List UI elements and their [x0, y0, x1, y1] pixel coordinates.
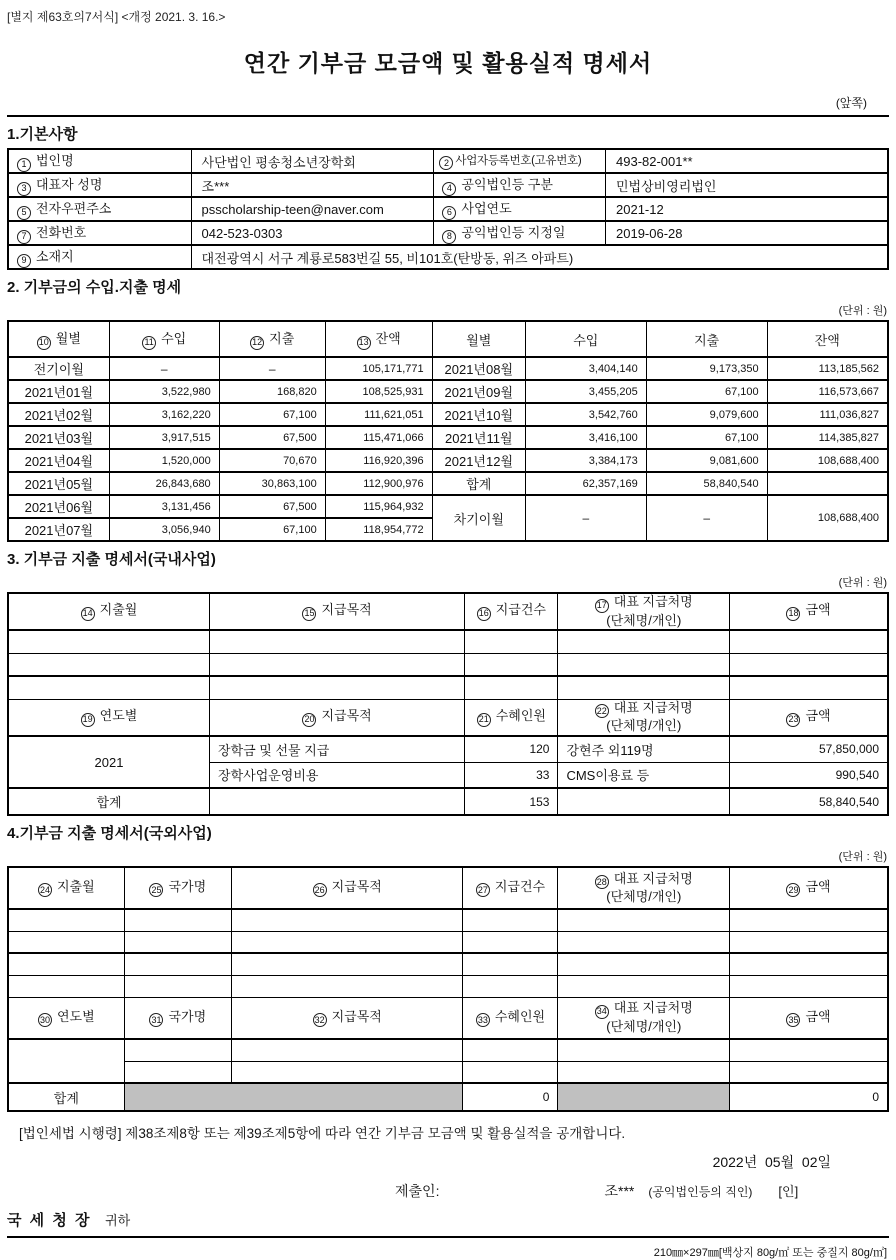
purpose-cell: 장학금 및 선물 지급 — [210, 736, 465, 762]
total-label-cell: 합계 — [432, 472, 525, 495]
field-value: 조*** — [191, 173, 434, 197]
empty-cell — [463, 909, 558, 931]
empty-cell — [232, 909, 463, 931]
month-cell: 2021년03월 — [8, 426, 109, 449]
col-header: 18 금액 — [730, 593, 888, 630]
field-value: 042-523-0303 — [191, 221, 434, 245]
col-header: 32 지급목적 — [232, 997, 463, 1039]
empty-cell — [465, 630, 558, 653]
month-cell: 2021년06월 — [8, 495, 109, 518]
amount-cell: – — [525, 495, 646, 541]
empty-cell — [558, 788, 730, 815]
table-row — [8, 197, 888, 221]
col-header: 12 지출 — [219, 321, 325, 357]
empty-cell — [210, 630, 465, 653]
amount-cell: 3,162,220 — [109, 403, 219, 426]
field-value: 2019-06-28 — [606, 221, 889, 245]
month-cell: 2021년09월 — [432, 380, 525, 403]
overseas-expense-table — [7, 866, 889, 1112]
header-row — [8, 997, 888, 1039]
empty-cell — [463, 931, 558, 953]
empty-cell — [730, 653, 888, 676]
col-header: 35 금액 — [730, 997, 888, 1039]
amount-cell: 9,081,600 — [646, 449, 767, 472]
year-cell: 2021 — [8, 736, 210, 788]
circled-number: 20 — [302, 713, 316, 727]
page-side-label: (앞쪽) — [835, 96, 867, 110]
table-row — [8, 149, 888, 173]
amount-cell: 3,384,173 — [525, 449, 646, 472]
col-header: 10 월별 — [8, 321, 109, 357]
submitter-name: 조*** — [604, 1183, 635, 1199]
field-label: 3 대표자 성명 — [8, 173, 191, 197]
empty-cell — [232, 953, 463, 975]
month-cell: 2021년05월 — [8, 472, 109, 495]
circled-number: 5 — [17, 206, 31, 220]
payee-cell: 강현주 외119명 — [558, 736, 730, 762]
empty-cell — [232, 1039, 463, 1061]
empty-cell — [124, 931, 231, 953]
empty-cell — [558, 909, 730, 931]
field-label: 9 소재지 — [8, 245, 191, 269]
col-header: 19 연도별 — [8, 699, 210, 736]
col-header: 30 연도별 — [8, 997, 124, 1039]
amount-cell: 26,843,680 — [109, 472, 219, 495]
recipient-name: 국 세 청 장 — [7, 1212, 92, 1229]
empty-cell — [8, 953, 124, 975]
col-header: 33 수혜인원 — [463, 997, 558, 1039]
bottom-divider — [7, 1236, 889, 1238]
count-cell: 153 — [465, 788, 558, 815]
circled-number: 1 — [17, 158, 31, 172]
circled-number: 35 — [786, 1013, 800, 1027]
col-header: 13 잔액 — [325, 321, 432, 357]
empty-cell — [8, 1039, 124, 1083]
amount-cell: 111,621,051 — [325, 403, 432, 426]
month-cell: 2021년12월 — [432, 449, 525, 472]
payee-cell: CMS이용료 등 — [558, 762, 730, 788]
section-3-heading: 3. 기부금 지출 명세서(국내사업) — [7, 551, 216, 568]
amount-cell: 113,185,562 — [767, 357, 888, 380]
empty-cell — [558, 653, 730, 676]
amount-cell: 3,542,760 — [525, 403, 646, 426]
header-row — [8, 699, 888, 736]
amount-cell: – — [109, 357, 219, 380]
circled-number: 2 — [439, 156, 453, 170]
empty-cell — [8, 630, 210, 653]
table-row — [8, 630, 888, 653]
empty-cell — [8, 676, 210, 699]
circled-number: 22 — [595, 704, 609, 718]
field-value: 민법상비영리법인 — [606, 173, 889, 197]
total-row — [8, 1083, 888, 1111]
circled-number: 25 — [149, 883, 163, 897]
amount-cell: 0 — [730, 1083, 888, 1111]
col-header: 14 지출월 — [8, 593, 210, 630]
empty-cell — [463, 953, 558, 975]
circled-number: 34 — [595, 1005, 609, 1019]
amount-cell: 108,525,931 — [325, 380, 432, 403]
top-divider — [7, 115, 889, 117]
circled-number: 30 — [38, 1013, 52, 1027]
monthly-io-table — [7, 320, 889, 542]
total-row — [8, 788, 888, 815]
amount-cell: 108,688,400 — [767, 495, 888, 541]
circled-number: 21 — [477, 713, 491, 727]
addressee-line — [7, 1209, 889, 1230]
circled-number: 16 — [477, 607, 491, 621]
unit-note: (단위 : 원) — [838, 305, 887, 317]
purpose-cell: 장학사업운영비용 — [210, 762, 465, 788]
circled-number: 18 — [786, 607, 800, 621]
empty-cell — [730, 909, 888, 931]
empty-cell — [232, 931, 463, 953]
table-row — [8, 403, 888, 426]
empty-cell — [558, 1039, 730, 1061]
total-label-cell: 합계 — [8, 1083, 124, 1111]
field-label: 8 공익법인등 지정일 — [434, 221, 606, 245]
table-row — [8, 909, 888, 931]
field-label: 7 전화번호 — [8, 221, 191, 245]
month-cell: 2021년07월 — [8, 518, 109, 541]
circled-number: 15 — [302, 607, 316, 621]
circled-number: 13 — [357, 336, 371, 350]
recipient-suffix: 귀하 — [105, 1213, 131, 1228]
amount-cell: 116,573,667 — [767, 380, 888, 403]
col-header: 24 지출월 — [8, 867, 124, 909]
col-header: 31 국가명 — [124, 997, 231, 1039]
field-value: 대전광역시 서구 계룡로583번길 55, 비101호(탄방동, 위즈 아파트) — [191, 245, 888, 269]
empty-cell — [558, 953, 730, 975]
col-header: 15 지급목적 — [210, 593, 465, 630]
amount-cell: 118,954,772 — [325, 518, 432, 541]
amount-cell: 3,404,140 — [525, 357, 646, 380]
circled-number: 12 — [250, 336, 264, 350]
empty-cell — [730, 975, 888, 997]
circled-number: 26 — [313, 883, 327, 897]
circled-number: 9 — [17, 254, 31, 268]
empty-cell — [558, 975, 730, 997]
unit-note: (단위 : 원) — [838, 577, 887, 589]
amount-cell: 57,850,000 — [730, 736, 888, 762]
month-cell: 2021년11월 — [432, 426, 525, 449]
col-header: 11 수입 — [109, 321, 219, 357]
amount-cell: 114,385,827 — [767, 426, 888, 449]
circled-number: 29 — [786, 883, 800, 897]
table-row — [8, 736, 888, 762]
empty-cell — [8, 653, 210, 676]
empty-cell — [558, 676, 730, 699]
col-header: 28 대표 지급처명 (단체명/개인) — [558, 867, 730, 909]
empty-cell — [465, 676, 558, 699]
circled-number: 31 — [149, 1013, 163, 1027]
col-header: 34 대표 지급처명 (단체명/개인) — [558, 997, 730, 1039]
empty-cell — [8, 975, 124, 997]
amount-cell: 115,471,066 — [325, 426, 432, 449]
table-row — [8, 221, 888, 245]
table-row — [8, 245, 888, 269]
empty-cell — [124, 1061, 231, 1083]
month-cell: 2021년02월 — [8, 403, 109, 426]
col-header: 수입 — [525, 321, 646, 357]
section-4-heading: 4.기부금 지출 명세서(국외사업) — [7, 825, 212, 842]
shaded-cell — [124, 1083, 463, 1111]
col-header: 17 대표 지급처명 (단체명/개인) — [558, 593, 730, 630]
submitter-line — [7, 1181, 889, 1201]
amount-cell: 67,100 — [646, 426, 767, 449]
amount-cell: 112,900,976 — [325, 472, 432, 495]
empty-cell — [124, 909, 231, 931]
col-header: 21 수혜인원 — [465, 699, 558, 736]
month-cell: 2021년10월 — [432, 403, 525, 426]
table-row — [8, 676, 888, 699]
field-label: 5 전자우편주소 — [8, 197, 191, 221]
empty-cell — [8, 909, 124, 931]
amount-cell: 105,171,771 — [325, 357, 432, 380]
circled-number: 3 — [17, 182, 31, 196]
amount-cell: 3,131,456 — [109, 495, 219, 518]
col-header: 25 국가명 — [124, 867, 231, 909]
amount-cell: 67,100 — [219, 403, 325, 426]
empty-cell — [124, 953, 231, 975]
table-row — [8, 426, 888, 449]
header-row — [8, 321, 888, 357]
amount-cell: 58,840,540 — [646, 472, 767, 495]
empty-cell — [730, 630, 888, 653]
table-row — [8, 449, 888, 472]
amount-cell: 70,670 — [219, 449, 325, 472]
amount-cell: 3,056,940 — [109, 518, 219, 541]
circled-number: 11 — [142, 336, 156, 350]
circled-number: 19 — [81, 713, 95, 727]
amount-cell: 67,500 — [219, 426, 325, 449]
header-row — [8, 867, 888, 909]
circled-number: 7 — [17, 230, 31, 244]
field-label: 1 법인명 — [8, 149, 191, 173]
submission-date: 2022년 05월 02일 — [712, 1154, 831, 1170]
carryover-label-cell: 차기이월 — [432, 495, 525, 541]
month-cell: 2021년08월 — [432, 357, 525, 380]
amount-cell: 115,964,932 — [325, 495, 432, 518]
field-label: 6 사업연도 — [434, 197, 606, 221]
table-row — [8, 953, 888, 975]
col-header: 27 지급건수 — [463, 867, 558, 909]
empty-cell — [124, 1039, 231, 1061]
amount-cell: 3,416,100 — [525, 426, 646, 449]
circled-number: 27 — [476, 883, 490, 897]
amount-cell: 3,522,980 — [109, 380, 219, 403]
empty-cell — [463, 975, 558, 997]
col-header: 22 대표 지급처명 (단체명/개인) — [558, 699, 730, 736]
empty-cell — [465, 653, 558, 676]
amount-cell: 30,863,100 — [219, 472, 325, 495]
declaration-text: [법인세법 시행령] 제38조제8항 또는 제39조제5항에 따라 연간 기부금 모금액 및 활용실적을 공개합니다. — [19, 1126, 626, 1141]
circled-number: 8 — [442, 230, 456, 244]
amount-cell: 62,357,169 — [525, 472, 646, 495]
empty-cell — [730, 1039, 888, 1061]
circled-number: 33 — [476, 1013, 490, 1027]
paper-spec-note: 210㎜×297㎜[백상지 80g/㎡ 또는 중질지 80g/㎡] — [653, 1247, 887, 1259]
amount-cell: 3,917,515 — [109, 426, 219, 449]
month-cell: 2021년04월 — [8, 449, 109, 472]
table-row — [8, 380, 888, 403]
amount-cell: 9,173,350 — [646, 357, 767, 380]
total-label-cell: 합계 — [8, 788, 210, 815]
domestic-expense-table — [7, 592, 889, 816]
empty-cell — [210, 653, 465, 676]
field-value: 사단법인 평송청소년장학회 — [191, 149, 434, 173]
col-header: 29 금액 — [730, 867, 888, 909]
amount-cell: 1,520,000 — [109, 449, 219, 472]
empty-cell — [730, 953, 888, 975]
amount-cell: 111,036,827 — [767, 403, 888, 426]
col-header: 잔액 — [767, 321, 888, 357]
empty-cell — [8, 931, 124, 953]
empty-cell — [463, 1039, 558, 1061]
seal-note: (공익법인등의 직인) — [648, 1185, 753, 1199]
field-value: 2021-12 — [606, 197, 889, 221]
field-value: 493-82-001** — [606, 149, 889, 173]
empty-cell — [730, 676, 888, 699]
empty-cell — [767, 472, 888, 495]
amount-cell: 3,455,205 — [525, 380, 646, 403]
seal-mark: [인] — [778, 1184, 799, 1199]
amount-cell: 990,540 — [730, 762, 888, 788]
page-title: 연간 기부금 모금액 및 활용실적 명세서 — [243, 50, 653, 76]
col-header: 26 지급목적 — [232, 867, 463, 909]
col-header: 23 금액 — [730, 699, 888, 736]
section-1-heading: 1.기본사항 — [7, 126, 78, 143]
circled-number: 10 — [37, 336, 51, 350]
col-header: 월별 — [432, 321, 525, 357]
table-row — [8, 173, 888, 197]
amount-cell: 67,100 — [219, 518, 325, 541]
empty-cell — [124, 975, 231, 997]
month-cell: 전기이월 — [8, 357, 109, 380]
count-cell: 120 — [465, 736, 558, 762]
amount-cell: 108,688,400 — [767, 449, 888, 472]
field-label: 2 사업자등록번호(고유번호) — [434, 149, 606, 173]
table-row — [8, 975, 888, 997]
amount-cell: 67,100 — [646, 380, 767, 403]
amount-cell: 116,920,396 — [325, 449, 432, 472]
count-cell: 0 — [463, 1083, 558, 1111]
circled-number: 17 — [595, 599, 609, 613]
circled-number: 4 — [442, 182, 456, 196]
circled-number: 32 — [313, 1013, 327, 1027]
empty-cell — [558, 931, 730, 953]
section-2-heading: 2. 기부금의 수입.지출 명세 — [7, 279, 182, 296]
amount-cell: – — [219, 357, 325, 380]
col-header: 지출 — [646, 321, 767, 357]
amount-cell: 67,500 — [219, 495, 325, 518]
table-row — [8, 495, 888, 518]
form-reference: [별지 제63호의7서식] <개정 2021. 3. 16.> — [7, 10, 226, 24]
col-header: 16 지급건수 — [465, 593, 558, 630]
amount-cell: 58,840,540 — [730, 788, 888, 815]
field-label: 4 공익법인등 구분 — [434, 173, 606, 197]
month-cell: 2021년01월 — [8, 380, 109, 403]
circled-number: 28 — [595, 875, 609, 889]
empty-cell — [232, 975, 463, 997]
empty-cell — [558, 1061, 730, 1083]
amount-cell: 9,079,600 — [646, 403, 767, 426]
table-row — [8, 931, 888, 953]
circled-number: 23 — [786, 713, 800, 727]
shaded-cell — [558, 1083, 730, 1111]
circled-number: 24 — [38, 883, 52, 897]
table-row — [8, 653, 888, 676]
amount-cell: 168,820 — [219, 380, 325, 403]
table-row — [8, 357, 888, 380]
submitter-label: 제출인: — [395, 1183, 440, 1199]
header-row — [8, 593, 888, 630]
empty-cell — [730, 931, 888, 953]
table-row — [8, 1061, 888, 1083]
empty-cell — [558, 630, 730, 653]
empty-cell — [210, 788, 465, 815]
amount-cell: – — [646, 495, 767, 541]
field-value: psscholarship-teen@naver.com — [191, 197, 434, 221]
table-row — [8, 1039, 888, 1061]
empty-cell — [210, 676, 465, 699]
circled-number: 14 — [81, 607, 95, 621]
basic-info-table — [7, 148, 889, 270]
unit-note: (단위 : 원) — [838, 851, 887, 863]
table-row — [8, 472, 888, 495]
circled-number: 6 — [442, 206, 456, 220]
empty-cell — [730, 1061, 888, 1083]
count-cell: 33 — [465, 762, 558, 788]
empty-cell — [463, 1061, 558, 1083]
empty-cell — [232, 1061, 463, 1083]
col-header: 20 지급목적 — [210, 699, 465, 736]
